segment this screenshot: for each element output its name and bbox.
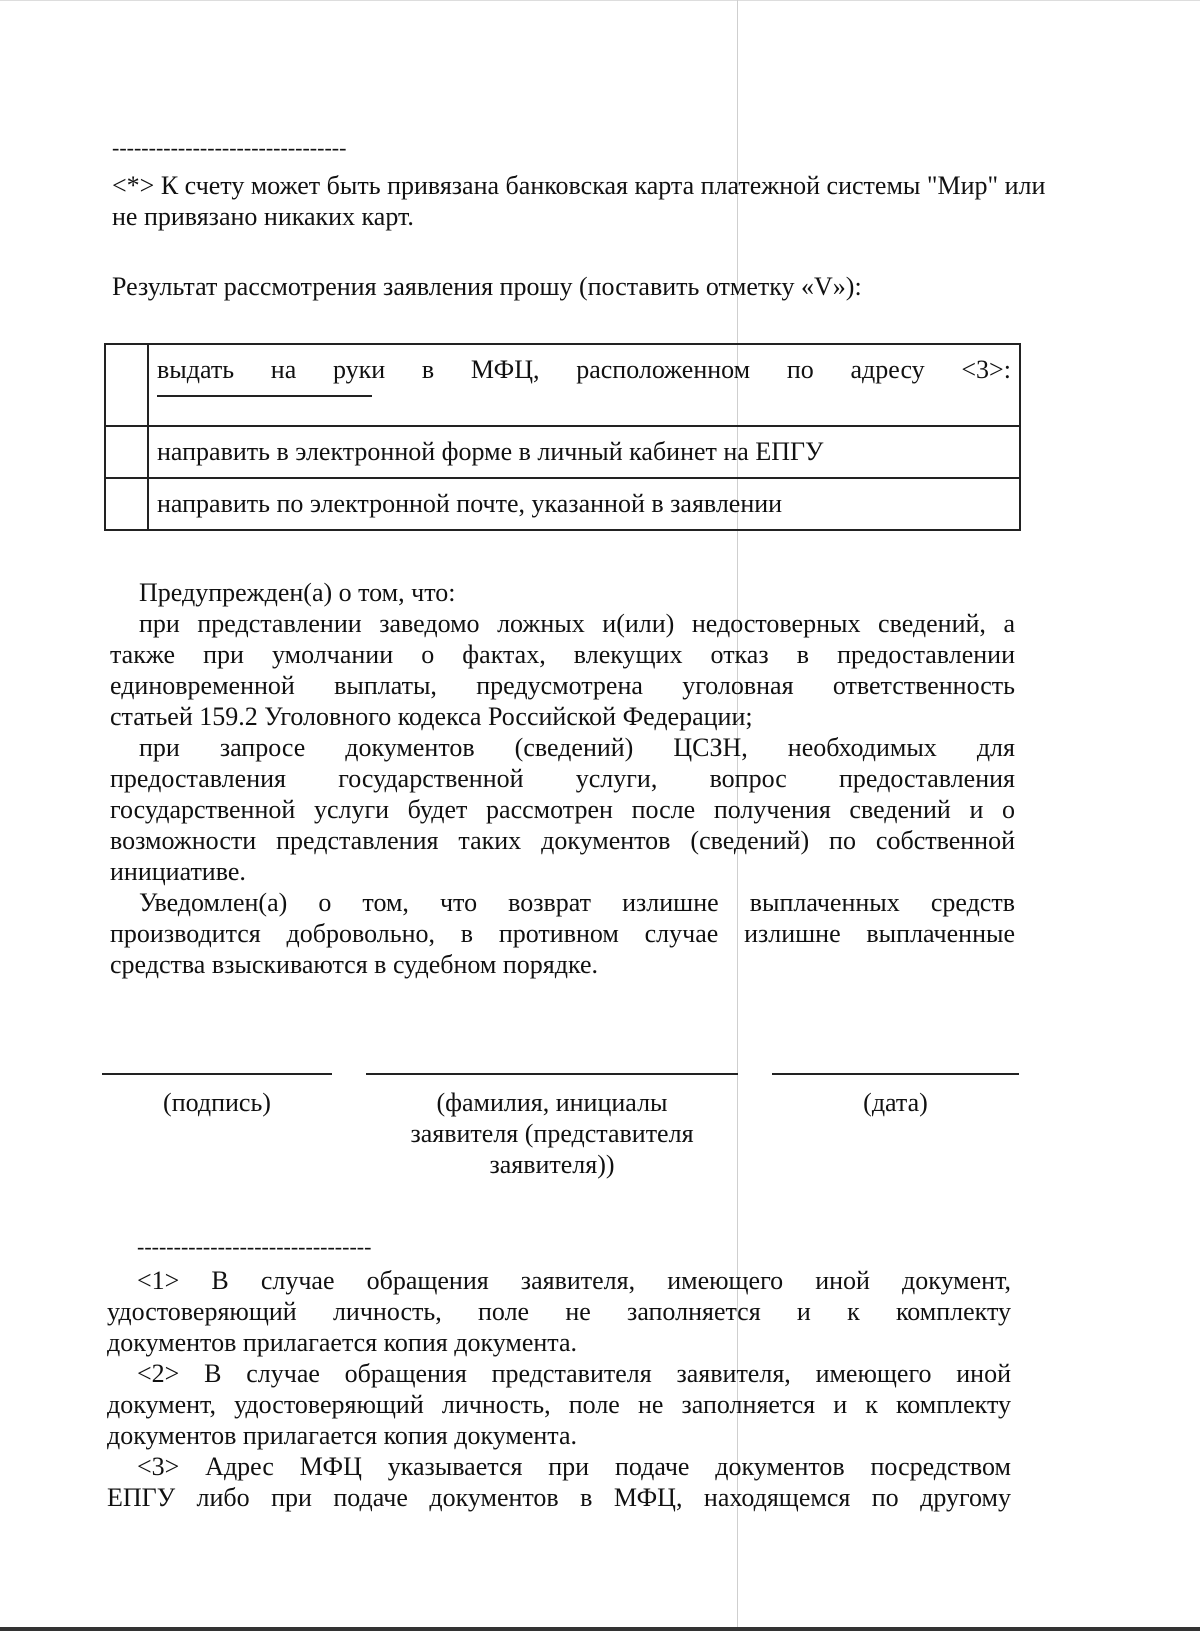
note3-line2: ЕПГУ либо при подаче документов в МФЦ, находящемся по другому <box>107 1483 1011 1512</box>
option-row-email <box>105 478 1020 530</box>
note2-line1: <2> В случае обращения представителя заявителя, имеющего иной <box>137 1359 1011 1388</box>
word: в <box>421 355 435 384</box>
date-caption: (дата) <box>863 1088 928 1117</box>
option-label-email: направить по электронной почте, указанной в заявлении <box>148 478 1020 530</box>
word: по <box>786 355 814 384</box>
checkbox-mfc[interactable] <box>105 344 148 426</box>
footnotes-separator: -------------------------------- <box>137 1234 372 1259</box>
warning-p3-line3: средства взыскиваются в судебном порядке. <box>110 950 599 979</box>
checkbox-email[interactable] <box>105 478 148 530</box>
note1-line3: документов прилагается копия документа. <box>107 1328 577 1357</box>
warning-p2-line4: возможности представления таких документов (сведений) по собственной <box>110 826 1015 855</box>
warning-p1-line4: статьей 159.2 Уголовного кодекса Российской Федерации; <box>110 702 753 731</box>
scan-top-edge <box>0 0 1200 1</box>
scan-bottom-edge <box>0 1627 1200 1631</box>
warning-p2-line1: при запросе документов (сведений) ЦСЗН, необходимых для <box>139 733 1015 762</box>
note2-line2: документ, удостоверяющий личность, поле не заполняется и к комплекту <box>107 1390 1011 1419</box>
word: расположенном <box>576 355 751 384</box>
mfc-address-blank[interactable] <box>157 395 372 397</box>
warning-p3-line2: производится добровольно, в противном случае излишне выплаченные <box>110 919 1015 948</box>
signature-caption: (подпись) <box>163 1088 271 1117</box>
note2-line3: документов прилагается копия документа. <box>107 1421 577 1450</box>
warning-heading: Предупрежден(а) о том, что: <box>139 578 456 607</box>
note3-line1: <3> Адрес МФЦ указывается при подаче документов посредством <box>137 1452 1011 1481</box>
note1-line2: удостоверяющий личность, поле не заполняется и к комплекту <box>107 1297 1011 1326</box>
checkbox-epgu[interactable] <box>105 426 148 478</box>
result-prompt: Результат рассмотрения заявления прошу (поставить отметку «V»): <box>112 272 862 301</box>
name-caption-line2: заявителя (представителя <box>410 1119 694 1148</box>
option-label-mfc <box>148 344 1020 426</box>
warning-p1-line3: единовременной выплаты, предусмотрена уголовная ответственность <box>110 671 1015 700</box>
warning-p1-line2: также при умолчании о фактах, влекущих отказ в предоставлении <box>110 640 1015 669</box>
warning-p2-line2: предоставления государственной услуги, вопрос предоставления <box>110 764 1015 793</box>
name-caption-line3: заявителя)) <box>489 1150 615 1179</box>
warning-p1-line1: при представлении заведомо ложных и(или) недостоверных сведений, а <box>139 609 1015 638</box>
footnote-star-line1: <*> К счету может быть привязана банковская карта платежной системы "Мир" или <box>112 171 1046 200</box>
word: МФЦ, <box>470 355 540 384</box>
option-label-epgu: направить в электронной форме в личный кабинет на ЕПГУ <box>148 426 1020 478</box>
word: на <box>270 355 297 384</box>
word: руки <box>332 355 386 384</box>
name-caption-line1: (фамилия, инициалы <box>436 1088 668 1117</box>
footnote-star-line2: не привязано никаких карт. <box>112 202 414 231</box>
warning-p2-line3: государственной услуги будет рассмотрен после получения сведений и о <box>110 795 1015 824</box>
word: <3>: <box>961 355 1011 384</box>
note1-line1: <1> В случае обращения заявителя, имеющего иной документ, <box>137 1266 1011 1295</box>
name-line[interactable] <box>366 1073 738 1075</box>
signature-line[interactable] <box>102 1073 332 1075</box>
option-row-mfc <box>105 344 1020 426</box>
warning-p3-line1: Уведомлен(а) о том, что возврат излишне выплаченных средств <box>139 888 1015 917</box>
footnote-separator: -------------------------------- <box>112 135 347 160</box>
option-mfc-words <box>157 355 1011 385</box>
date-line[interactable] <box>772 1073 1019 1075</box>
warning-p2-line5: инициативе. <box>110 857 246 886</box>
word: выдать <box>157 355 235 384</box>
result-options-table <box>104 343 1021 531</box>
option-row-epgu <box>105 426 1020 478</box>
word: адресу <box>850 355 925 384</box>
